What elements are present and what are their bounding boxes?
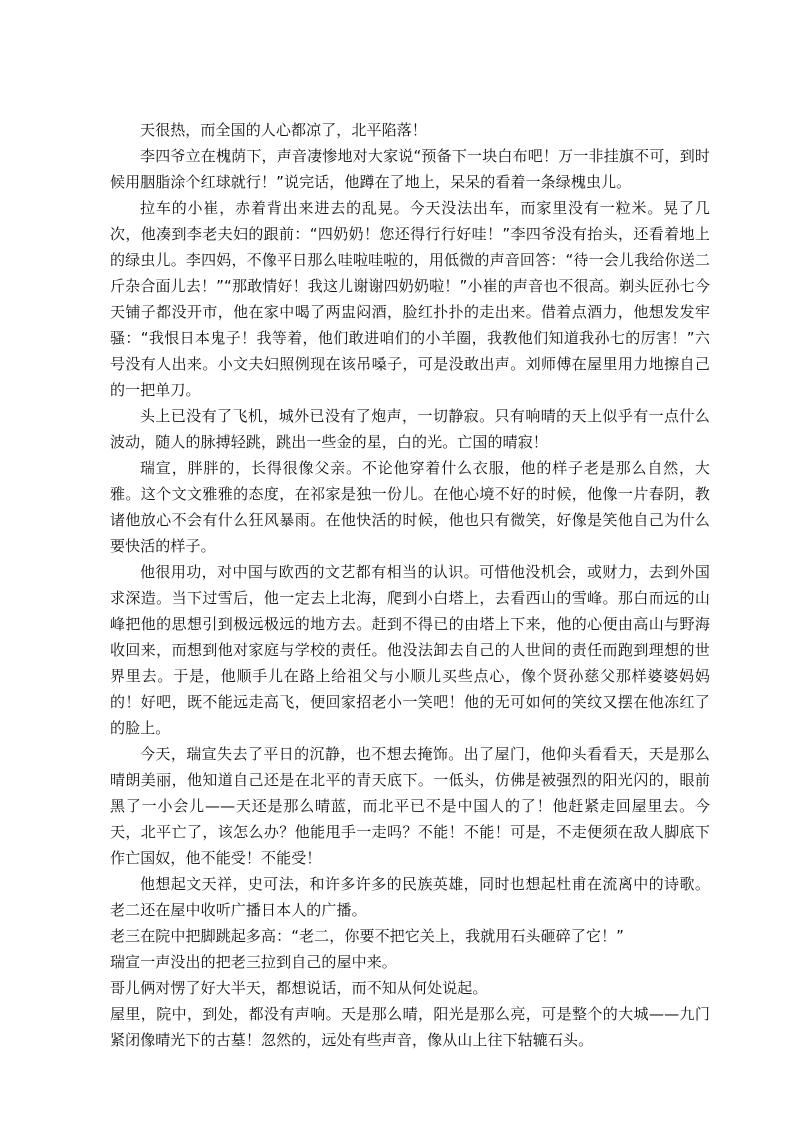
paragraph-5: 瑞宣，胖胖的，长得很像父亲。不论他穿着什么衣服，他的样子老是那么自然，大雅。这个文文雅雅的态度，在祁家是独一份儿。在他心境不好的时候，他像一片春阴，教诸他放心不会有什么狂风暴雨。在他快活的时候，他也只有微笑，好像是笑他自己为什么要快活的样子。	[110, 459, 710, 555]
paragraph-2: 李四爷立在槐荫下，声音凄惨地对大家说“预备下一块白布吧！万一非挂旗不可，到时候用胭脂涂个红球就行！”说完话，他蹲在了地上，呆呆的看着一条绿槐虫儿。	[110, 147, 710, 191]
document-body	[110, 117, 710, 1053]
paragraph-7: 今天，瑞宣失去了平日的沉静，也不想去掩饰。出了屋门，他仰头看看天，天是那么晴朗美丽，他知道自己还是在北平的青天底下。一低头，仿佛是被强烈的阳光闪的，眼前黑了一小会儿——天还是那么晴蓝，而北平已不是中国人的了！他赶紧走回屋里去。今天，北平亡了，该怎么办？他能甩手一走吗？不能！不能！可是，不走便须在敌人脚底下作亡国奴，他不能受！不能受！	[110, 745, 710, 867]
paragraph-1: 天很热，而全国的人心都凉了，北平陷落！	[140, 121, 427, 139]
paragraph-10: 瑞宣一声没出的把老三拉到自己的屋中来。	[110, 953, 397, 971]
paragraph-8: 他想起文天祥，史可法，和许多许多的民族英雄，同时也想起杜甫在流离中的诗歌。老二还在屋中收听广播日本人的广播。	[110, 875, 710, 919]
paragraph-3: 拉车的小崔，赤着背出来进去的乱晃。今天没法出车，而家里没有一粒米。晃了几次，他凑到李老夫妇的跟前：“四奶奶！您还得行行好哇！”李四爷没有抬头，还看着地上的绿虫儿。李四妈，不像平日那么哇啦哇啦的，用低微的声音回答：“待一会儿我给你送二斤杂合面儿去！”“那敢情好！我这儿谢谢四奶奶啦！”小崔的声音也不很高。剃头匠孙七今天铺子都没开市，他在家中喝了两盅闷酒，脸红扑扑的走出来。借着点酒力，他想发发牢骚：“我恨日本鬼子！我等着，他们敢进咱们的小羊圈，我教他们知道我孙七的厉害！”六号没有人出来。小文夫妇照例现在该吊嗓子，可是没敢出声。刘师傅在屋里用力地擦自己的一把单刀。	[110, 199, 710, 399]
paragraph-12: 屋里，院中，到处，都没有声响。天是那么晴，阳光是那么亮，可是整个的大城——九门紧闭像晴光下的古墓！忽然的，远处有些声音，像从山上往下轱辘石头。	[110, 1005, 710, 1049]
paragraph-9: 老三在院中把脚跳起多高：“老二，你要不把它关上，我就用石头砸碎了它！”	[110, 927, 625, 945]
paragraph-6: 他很用功，对中国与欧西的文艺都有相当的认识。可惜他没机会，或财力，去到外国求深造。当下过雪后，他一定去上北海，爬到小白塔上，去看西山的雪峰。那白而远的山峰把他的思想引到极远极远的地方去。赶到不得已的由塔上下来，他的心便由高山与野海收回来，而想到他对家庭与学校的责任。他没法卸去自己的人世间的责任而跑到理想的世界里去。于是，他顺手儿在路上给祖父与小顺儿买些点心，像个贤孙慈父那样婆婆妈妈的！好吧，既不能远走高飞，便回家招老小一笑吧！他的无可如何的笑纹又摆在他冻红了的脸上。	[110, 563, 710, 737]
paragraph-11: 哥儿俩对愣了好大半天，都想说话，而不知从何处说起。	[110, 979, 488, 997]
paragraph-4: 头上已没有了飞机，城外已没有了炮声，一切静寂。只有响晴的天上似乎有一点什么波动，随人的脉搏轻跳，跳出一些金的星，白的光。亡国的晴寂！	[110, 407, 710, 451]
